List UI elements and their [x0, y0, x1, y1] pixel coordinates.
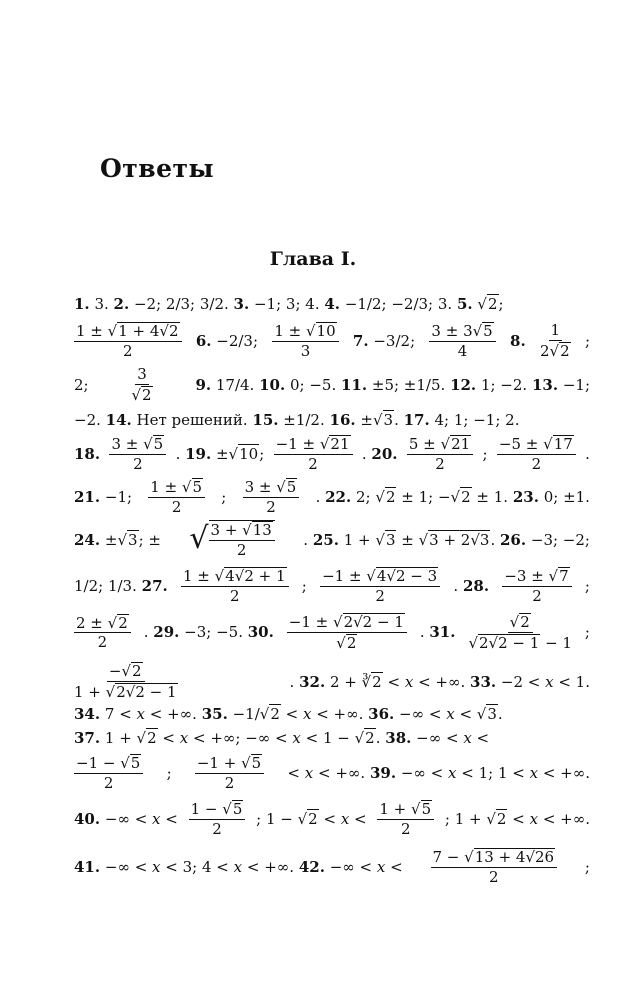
answer-line-11: 34. 7 < x < +∞. 35. −1/√2 < x < +∞. 36. −∞ < x < √3. — [74, 705, 503, 723]
answer-line-7: 24. ±√3; ± √ 3 + √13 2 . 25. 1 + √3 ± √3 + 2√3. 26. −3; −2; — [74, 521, 590, 559]
answer-line-3: 2; 3 √2 9. 17/4. 10. 0; −5. 11. ±5; ±1/5. 12. 1; −2. 13. −1; — [74, 365, 590, 404]
answer-line-6: 21. −1; 1 ± √5 2 ; 3 ± √5 2 . 22. 2; √2 ± 1; −√2 ± 1. 23. 0; ±1. — [74, 478, 590, 516]
answer-line-12: 37. 1 + √2 < x < +∞; −∞ < x < 1 − √2. 38. −∞ < x < — [74, 729, 490, 747]
page-title: Ответы — [100, 154, 215, 183]
answer-line-1 — [74, 294, 590, 313]
answer-line-15: 41. −∞ < x < 3; 4 < x < +∞. 42. −∞ < x < 7 − √13 + 4√26 2 ; — [74, 848, 590, 886]
answer-line-10: −√2 1 + √2√2 − 1 . 32. 2 + ∛2 < x < +∞. 33. −2 < x < 1. — [74, 662, 590, 701]
answer-line-13: −1 − √5 2 ; −1 + √5 2 < x < +∞. 39. −∞ < x < 1; 1 < x < +∞. — [76, 754, 590, 792]
answer-line-8: 1/2; 1/3. 27. 1 ± √4√2 + 1 2 ; −1 ± √4√2 − 3 2 . 28. −3 ± √7 2 ; — [74, 567, 590, 605]
answer-line-4: −2. 14. Нет решений. 15. ±1/2. 16. ±√3. 17. 4; 1; −1; 2. — [74, 411, 520, 429]
answer-line-9: 2 ± √2 2 . 29. −3; −5. 30. −1 ± √2√2 − 1 √2 . 31. √2 √2√2 − 1 − 1 ; — [76, 613, 590, 652]
answer-line-1-visual: 1. 3. 2. −2; 2/3; 3/2. 3. −1; 3; 4. 4. −1/2; −2/3; 3. 5. √2; — [74, 295, 504, 313]
answer-line-5: 18. 3 ± √5 2 . 19. ±√10; −1 ± √21 2 . 20. 5 ± √21 2 ; −5 ± √17 2 . — [74, 435, 590, 473]
answer-line-14: 40. −∞ < x < 1 − √5 2 ; 1 − √2 < x < 1 + √5 2 ; 1 + √2 < x < +∞. — [74, 800, 590, 838]
chapter-heading: Глава I. — [269, 248, 357, 270]
answer-line-2: 1 ± √1 + 4√2 2 6. −2/3; 1 ± √10 3 7. −3/2; 3 ± 3√5 4 8. 1 2√2 ; — [76, 321, 590, 360]
